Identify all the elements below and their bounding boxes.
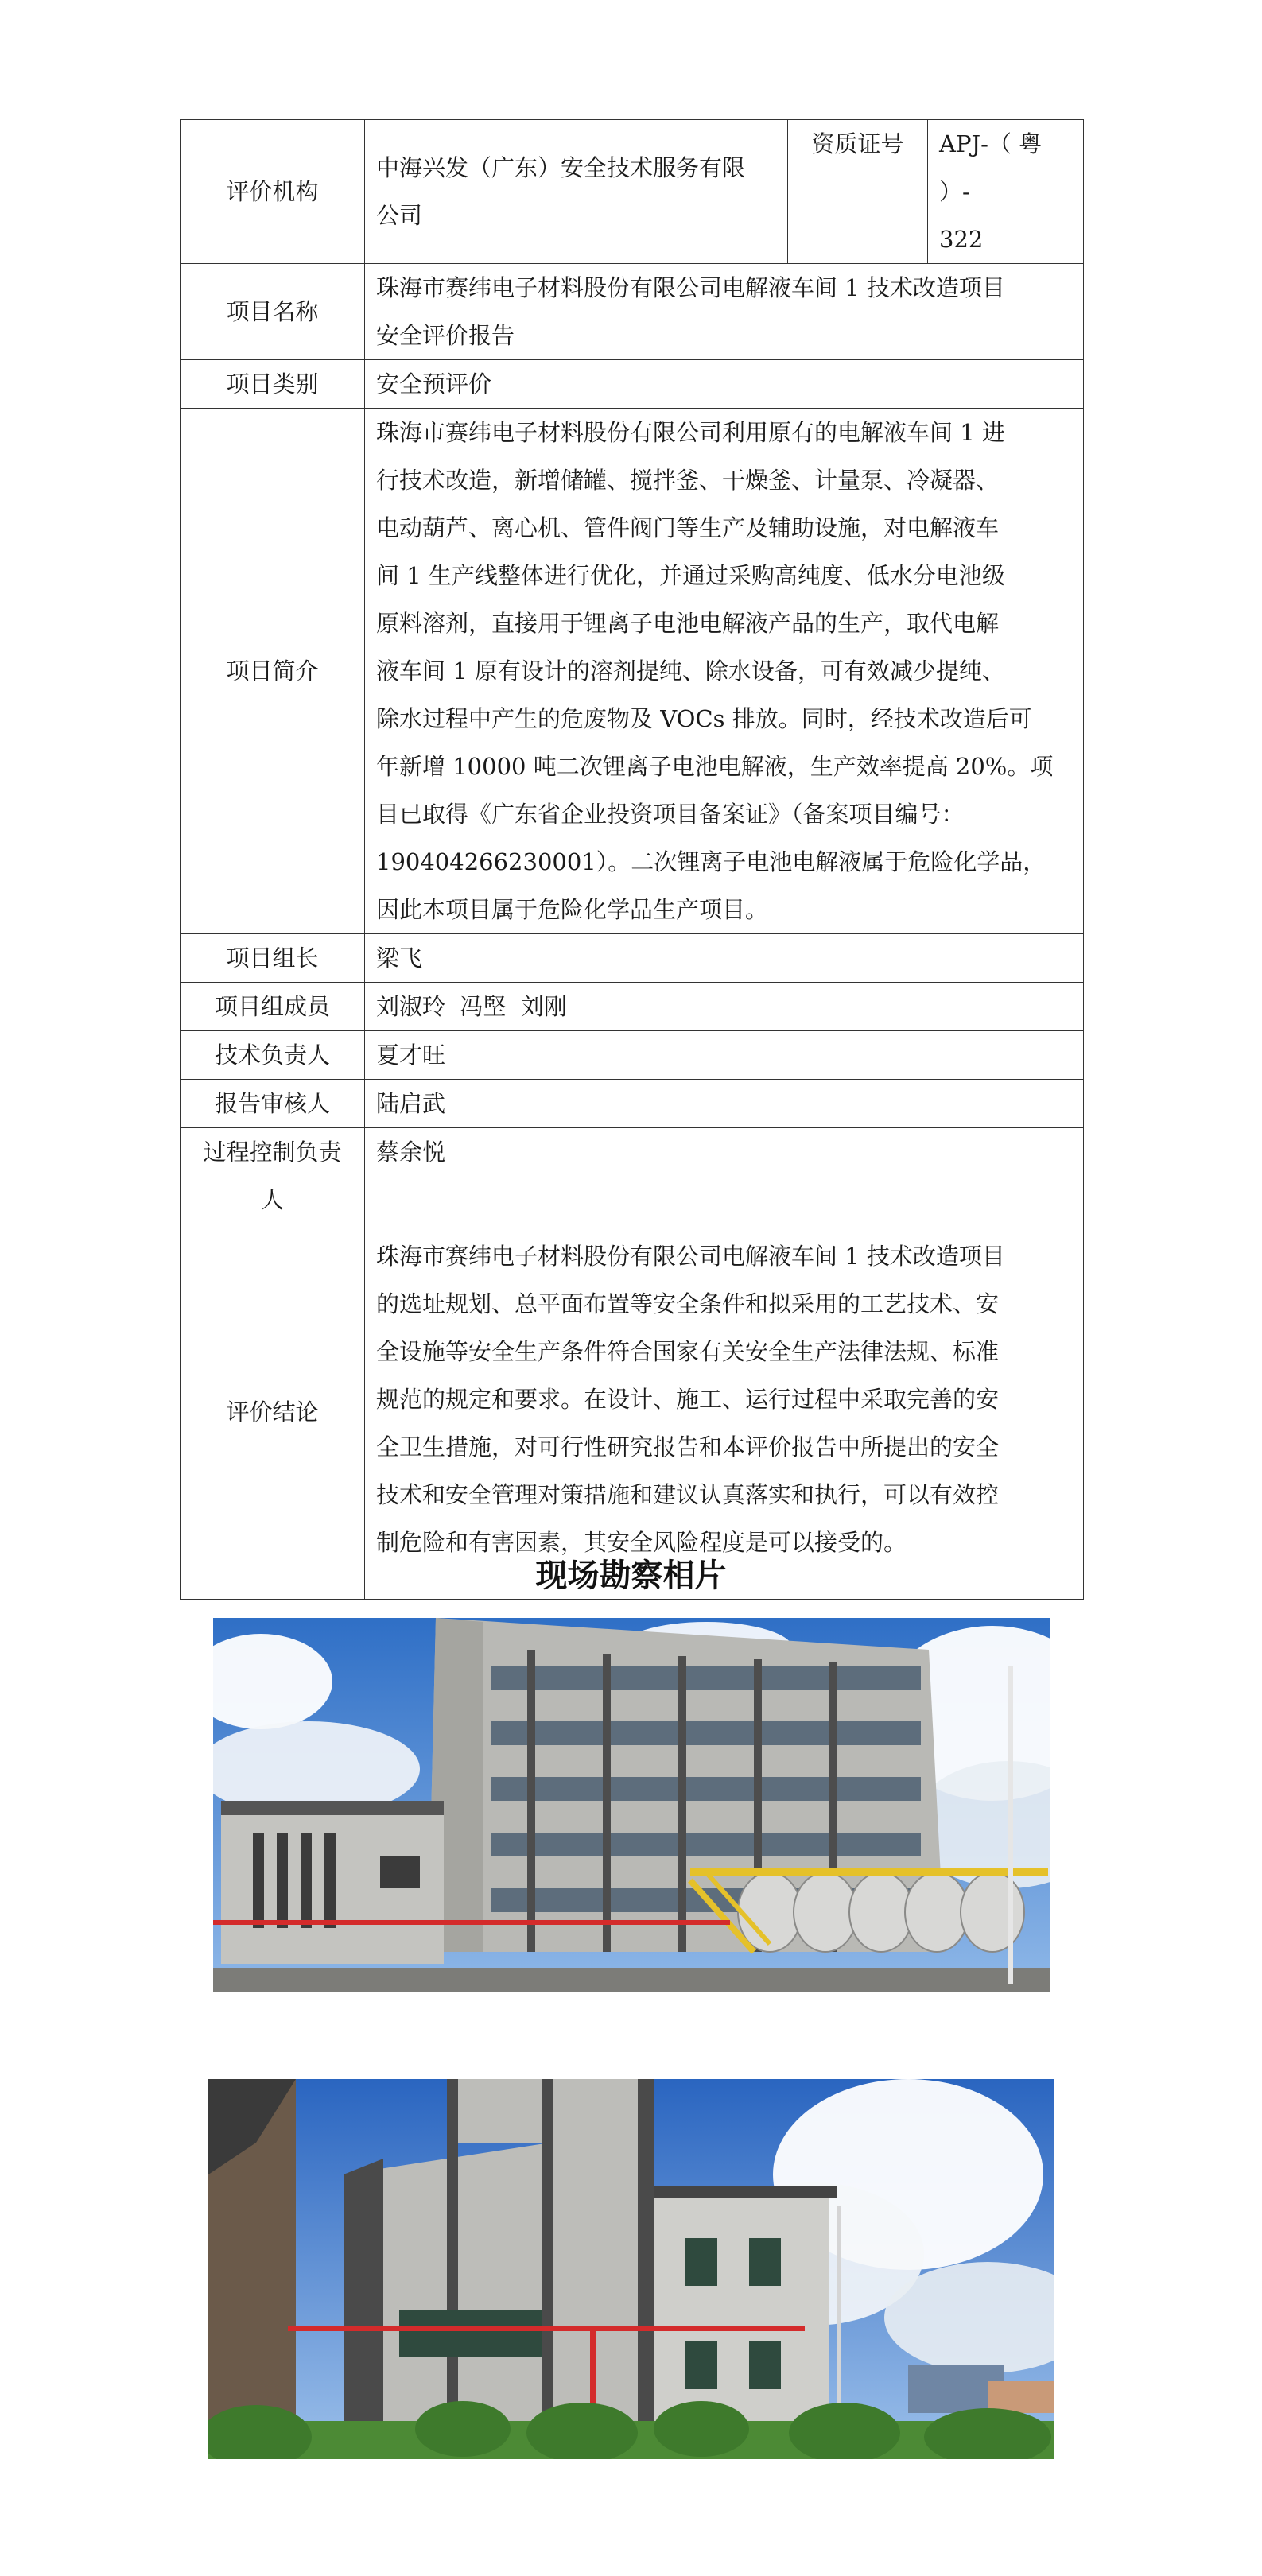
cert-label: 资质证号	[788, 120, 928, 264]
org-label: 评价机构	[181, 120, 365, 264]
process-label: 过程控制负责 人	[181, 1128, 365, 1224]
leader-value: 梁飞	[365, 934, 1084, 983]
cert-value: APJ-（ 粤 ）- 322	[928, 120, 1084, 264]
intro-value: 珠海市赛纬电子材料股份有限公司利用原有的电解液车间 1 进 行技术改造，新增储罐、搅拌釜、干燥釜、计量泵、冷凝器、 电动葫芦、离心机、管件阀门等生产及辅助设施，对电解液车 间 1 生产线整体进行优化，并通过采购高纯度、低水分电池级 原料溶剂，直接用于锂离子电池电解液产品的生产，取代电解 液车间 1 原有设计的溶剂提纯、除水设备，可有效减少提纯、 除水过程中产生的危废物及 VOCs 排放。同时，经技术改造后可 年新增 10000 吨二次锂离子电池电解液，生产效率提高 20%。项 目已取得《广东省企业投资项目备案证》（备案项目编号： 190404266230001）。二次锂离子电池电解液属于危险化学品， 因此本项目属于危险化学品生产项目。	[365, 409, 1084, 934]
type-label: 项目类别	[181, 360, 365, 409]
site-photo-2-image	[208, 2079, 1054, 2459]
site-photo-2	[208, 2079, 1054, 2459]
members-value: 刘淑玲 冯堅 刘刚	[365, 983, 1084, 1031]
row-leader	[181, 934, 1084, 983]
row-tech	[181, 1031, 1084, 1080]
site-photo-1	[213, 1618, 1050, 1992]
row-name	[181, 264, 1084, 360]
members-label: 项目组成员	[181, 983, 365, 1031]
intro-label: 项目简介	[181, 409, 365, 934]
info-table	[180, 119, 1084, 1600]
conclusion-label: 评价结论	[181, 1224, 365, 1600]
process-value: 蔡余悦	[365, 1128, 1084, 1224]
conclusion-value: 珠海市赛纬电子材料股份有限公司电解液车间 1 技术改造项目 的选址规划、总平面布置等安全条件和拟采用的工艺技术、安 全设施等安全生产条件符合国家有关安全生产法律法规、标准 规范的规定和要求。在设计、施工、运行过程中采取完善的安 全卫生措施，对可行性研究报告和本评价报告中所提出的安全 技术和安全管理对策措施和建议认真落实和执行，可以有效控 制危险和有害因素，其安全风险程度是可以接受的。	[365, 1224, 1084, 1600]
leader-label: 项目组长	[181, 934, 365, 983]
row-intro	[181, 409, 1084, 934]
photos-title: 现场勘察相片	[535, 1558, 727, 1594]
name-value: 珠海市赛纬电子材料股份有限公司电解液车间 1 技术改造项目 安全评价报告	[365, 264, 1084, 360]
tech-value: 夏才旺	[365, 1031, 1084, 1080]
review-value: 陆启武	[365, 1080, 1084, 1128]
tech-label: 技术负责人	[181, 1031, 365, 1080]
review-label: 报告审核人	[181, 1080, 365, 1128]
type-value: 安全预评价	[365, 360, 1084, 409]
site-photo-1-image	[213, 1618, 1050, 1992]
row-conclusion	[181, 1224, 1084, 1600]
row-type	[181, 360, 1084, 409]
row-process	[181, 1128, 1084, 1224]
row-review	[181, 1080, 1084, 1128]
row-members	[181, 983, 1084, 1031]
name-label: 项目名称	[181, 264, 365, 360]
row-org	[181, 120, 1084, 264]
org-value: 中海兴发（广东）安全技术服务有限 公司	[365, 120, 788, 264]
